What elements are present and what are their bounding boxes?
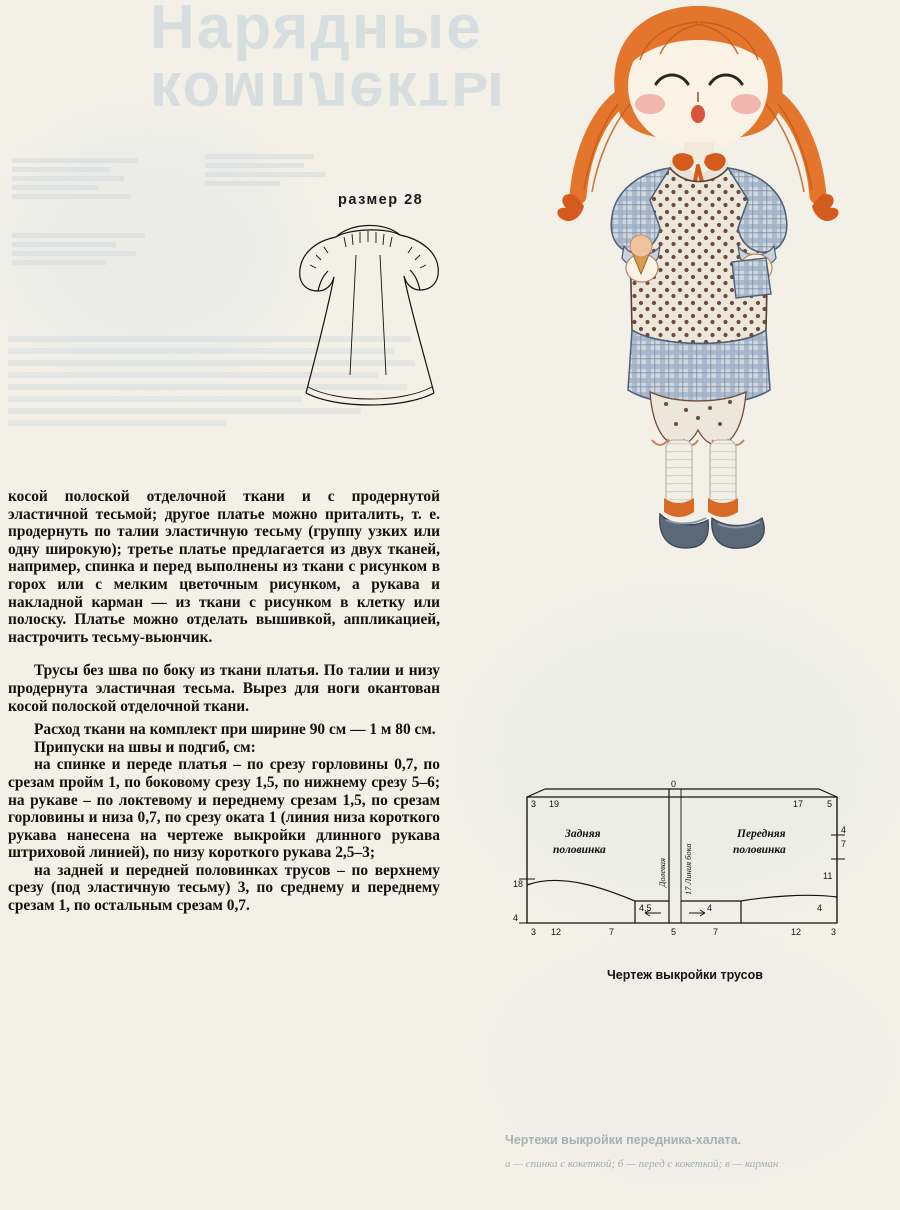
pattern-draft-diagram [505,775,865,950]
draft-mark-top-right-inner: 17 [793,799,804,809]
draft-mark-bottom-3-right: 3 [831,927,837,937]
draft-mark-left-18: 18 [513,879,524,889]
paragraph-3: Расход ткани на комплект при ширине 90 см — 1 м 80 см. [34,721,436,739]
ghost-bottom-caption: Чертежи выкройки передника-халата. [505,1133,742,1147]
draft-mark-bottom-4-right: 4 [817,903,823,913]
ghost-text-column-right [205,150,375,190]
draft-label-front-line2: половинка [733,844,786,856]
ghost-text-column-left [12,150,192,269]
draft-label-grainline: Долевая [657,858,667,887]
draft-label-front-line1: Передняя [737,828,786,840]
paragraph-2-lead: Трусы [34,662,79,680]
draft-label-back-line1: Задняя [565,828,601,840]
ghost-bottom-legend: а — спинка с кокеткой; б — перед с кокеткой; в — карман [505,1158,779,1170]
doll-illustration [520,0,880,580]
draft-mark-bottom-7-right: 7 [713,927,719,937]
draft-mark-bottom-45: 4,5 [639,903,652,913]
draft-mark-top-left-outer: 3 [531,799,537,809]
paragraph-5: на спинке и переде платья – по срезу горловины 0,7, по срезам пройм 1, по боковому срезу 1,5, по нижнему срезу 5–6; на рукаве – по локтевому и переднему срезам 1,5, по срезам горловины и низа 0,7, по срезу оката 1 (линия низа короткого рукава нанесена на чертеже выкройки длинного рукава штриховой линией), по низу короткого рукава 2,5–3; [8,756,440,862]
draft-mark-left-4: 4 [513,913,519,923]
draft-mark-bottom-12-left: 12 [551,927,562,937]
draft-mark-top-left-inner: 19 [549,799,560,809]
draft-mark-right-7: 7 [841,839,847,849]
paragraph-2-rest: без шва по боку из ткани платья. По талии и низу продернута эластичная тесьма. Вырез для ноги окантован косой полоской отделочной ткани. [8,662,440,715]
draft-label-back-line2: половинка [553,844,606,856]
draft-mark-right-11: 11 [823,871,833,881]
draft-mark-bottom-4: 4 [707,903,713,913]
draft-mark-right-4: 4 [841,825,847,835]
size-label: размер 28 [338,192,424,208]
draft-mark-bottom-12-right: 12 [791,927,802,937]
draft-label-sideline: 17 Линия бока [683,843,693,895]
draft-mark-top-center: 0 [671,779,677,789]
paragraph-1: косой полоской отделочной ткани и с продернутой эластичной тесьмой; другое платье можно приталить, т. е. продернуть по талии эластичную тесьму (группу узких или одну широкую); третье платье предлагается из двух тканей, например, спинка и перед выполнены из ткани с рисунком в горох или с мелким цветочным рисунком, а рукава и накладной карман — из ткани с рисунком в клетку или полоску. Платье можно отделать вышивкой, аппликацией, настрочить тесьму-вьюнчик. [8,488,440,646]
paragraph-6: на задней и передней половинках трусов – по верхнему срезу (под эластичную тесьму) 3, по среднему и переднему срезам 1, по остальным срезам 0,7. [8,861,440,915]
article-text-column [8,488,440,915]
draft-mark-bottom-5: 5 [671,927,677,937]
paragraph-4: Припуски на швы и подгиб, см: [34,738,256,756]
ghost-title-line1: Нарядные [150,0,483,62]
paragraph-2 [8,662,440,715]
draft-mark-bottom-7-left: 7 [609,927,615,937]
draft-mark-bottom-3-left: 3 [531,927,537,937]
ghost-title-line2: комплекты [150,59,506,128]
draft-caption: Чертеж выкройки трусов [607,968,763,982]
dress-technical-drawing [258,215,498,420]
draft-mark-top-right-outer: 5 [827,799,833,809]
